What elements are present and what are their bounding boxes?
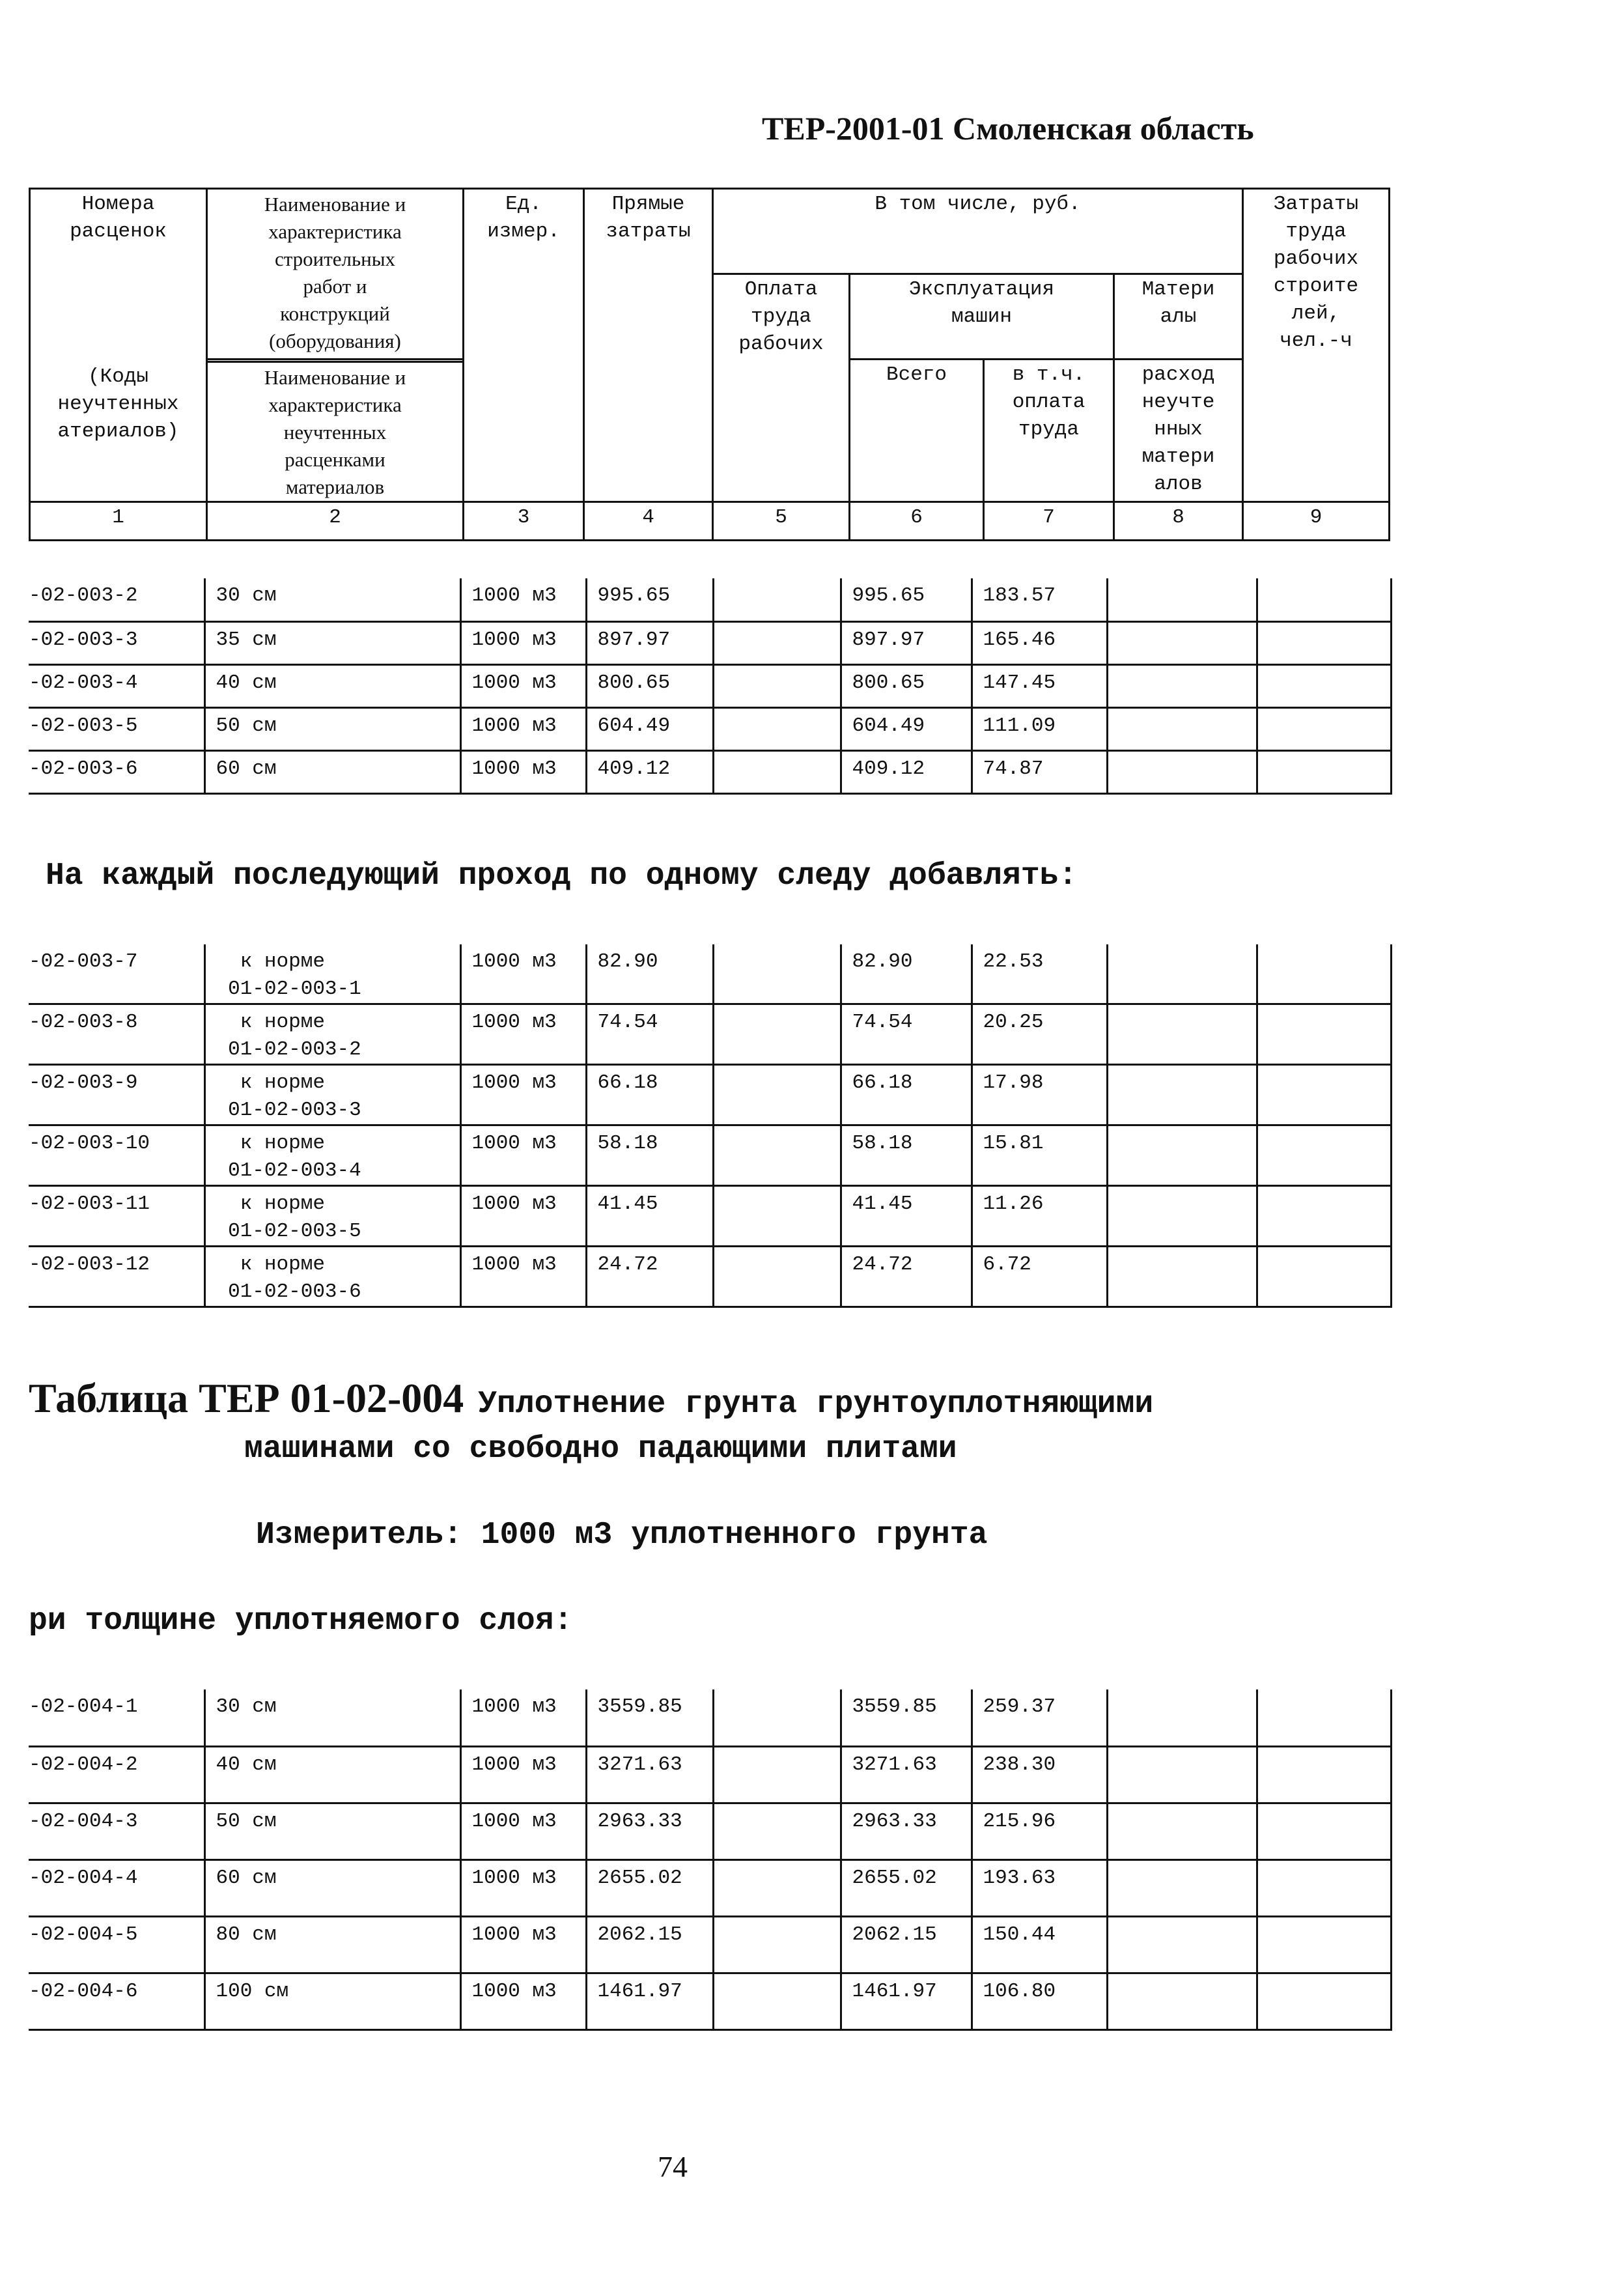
col-num-7: 7 xyxy=(984,502,1114,541)
work-name-cell: 50 см xyxy=(204,1803,460,1859)
unit-cell: 1000 м3 xyxy=(460,1916,586,1973)
table-title-line2: машинами со свободно падающими плитами xyxy=(244,1432,957,1467)
direct-cost-cell: 2963.33 xyxy=(586,1803,713,1859)
machine-wages-cell: 111.09 xyxy=(972,707,1107,750)
work-name-cell: к норме 01-02-003-6 xyxy=(204,1247,460,1307)
header-rate-blank xyxy=(30,274,207,360)
wages-cell xyxy=(713,1859,841,1916)
header-direct-costs: Прямые затраты xyxy=(584,189,713,502)
table-row xyxy=(29,1186,1391,1247)
machines-cell: 3271.63 xyxy=(841,1746,972,1803)
materials-cell xyxy=(1107,578,1257,621)
wages-cell xyxy=(713,944,841,1004)
materials-cell xyxy=(1107,1803,1257,1859)
direct-cost-cell: 2655.02 xyxy=(586,1859,713,1916)
machine-wages-cell: 11.26 xyxy=(972,1186,1107,1247)
materials-cell xyxy=(1107,1065,1257,1125)
wages-cell xyxy=(713,621,841,664)
wages-cell xyxy=(713,1746,841,1803)
table-row xyxy=(29,578,1391,621)
direct-cost-cell: 58.18 xyxy=(586,1125,713,1186)
subheading-additional-pass: На каждый последующий проход по одному следу добавлять: xyxy=(46,858,1078,894)
rate-code-cell: -02-003-7 xyxy=(29,944,204,1004)
header-material-name: Наименование и характеристика неучтенных расценками материалов xyxy=(207,362,464,502)
machines-cell: 2963.33 xyxy=(841,1803,972,1859)
machines-cell: 24.72 xyxy=(841,1247,972,1307)
rate-code-cell: -02-003-11 xyxy=(29,1186,204,1247)
header-labor-hours: Затраты труда рабочих строите лей, чел.-ч xyxy=(1243,189,1390,502)
direct-cost-cell: 66.18 xyxy=(586,1065,713,1125)
unit-cell: 1000 м3 xyxy=(460,1973,586,2029)
col-num-8: 8 xyxy=(1114,502,1243,541)
unit-cell: 1000 м3 xyxy=(460,1186,586,1247)
machine-wages-cell: 20.25 xyxy=(972,1004,1107,1065)
header-material-codes: (Коды неучтенных атериалов) xyxy=(30,362,207,502)
wages-cell xyxy=(713,664,841,707)
machine-wages-cell: 150.44 xyxy=(972,1916,1107,1973)
materials-cell xyxy=(1107,1247,1257,1307)
labor-hours-cell xyxy=(1257,1973,1391,2029)
labor-hours-cell xyxy=(1257,578,1391,621)
machine-wages-cell: 183.57 xyxy=(972,578,1107,621)
wages-cell xyxy=(713,1689,841,1746)
materials-cell xyxy=(1107,1746,1257,1803)
unit-cell: 1000 м3 xyxy=(460,707,586,750)
table-row xyxy=(29,1125,1391,1186)
machine-wages-cell: 17.98 xyxy=(972,1065,1107,1125)
machines-cell: 74.54 xyxy=(841,1004,972,1065)
rate-code-cell: -02-004-6 xyxy=(29,1973,204,2029)
work-name-cell: 40 см xyxy=(204,664,460,707)
header-including: В том числе, руб. xyxy=(713,189,1243,274)
work-name-cell: 60 см xyxy=(204,1859,460,1916)
unit-cell: 1000 м3 xyxy=(460,944,586,1004)
labor-hours-cell xyxy=(1257,707,1391,750)
materials-cell xyxy=(1107,664,1257,707)
measure-unit: Измеритель: 1000 м3 уплотненного грунта xyxy=(256,1518,988,1553)
labor-hours-cell xyxy=(1257,1125,1391,1186)
labor-hours-cell xyxy=(1257,664,1391,707)
table-row xyxy=(29,1803,1391,1859)
machine-wages-cell: 6.72 xyxy=(972,1247,1107,1307)
layer-thickness-caption: ри толщине уплотняемого слоя: xyxy=(29,1604,573,1639)
unit-cell: 1000 м3 xyxy=(460,1247,586,1307)
machine-wages-cell: 106.80 xyxy=(972,1973,1107,2029)
work-name-cell: 40 см xyxy=(204,1746,460,1803)
machines-cell: 66.18 xyxy=(841,1065,972,1125)
machine-wages-cell: 15.81 xyxy=(972,1125,1107,1186)
rate-code-cell: -02-003-6 xyxy=(29,750,204,793)
direct-cost-cell: 2062.15 xyxy=(586,1916,713,1973)
unit-cell: 1000 м3 xyxy=(460,578,586,621)
wages-cell xyxy=(713,1803,841,1859)
materials-cell xyxy=(1107,1186,1257,1247)
header-unit: Ед. измер. xyxy=(464,189,584,502)
header-column-numbers xyxy=(30,502,1390,541)
labor-hours-cell xyxy=(1257,750,1391,793)
direct-cost-cell: 3559.85 xyxy=(586,1689,713,1746)
table-row xyxy=(29,750,1391,793)
machines-cell: 604.49 xyxy=(841,707,972,750)
labor-hours-cell xyxy=(1257,1916,1391,1973)
wages-cell xyxy=(713,1186,841,1247)
direct-cost-cell: 800.65 xyxy=(586,664,713,707)
direct-cost-cell: 409.12 xyxy=(586,750,713,793)
table-row xyxy=(29,664,1391,707)
unit-cell: 1000 м3 xyxy=(460,1689,586,1746)
work-name-cell: 100 см xyxy=(204,1973,460,2029)
labor-hours-cell xyxy=(1257,621,1391,664)
header-machines: Эксплуатация машин xyxy=(850,274,1114,360)
column-header-table xyxy=(29,188,1390,541)
work-name-cell: 80 см xyxy=(204,1916,460,1973)
table-row xyxy=(29,1746,1391,1803)
rate-code-cell: -02-003-5 xyxy=(29,707,204,750)
rate-code-cell: -02-003-4 xyxy=(29,664,204,707)
rate-code-cell: -02-003-10 xyxy=(29,1125,204,1186)
header-machine-wages: в т.ч. оплата труда xyxy=(984,360,1114,502)
labor-hours-cell xyxy=(1257,1186,1391,1247)
rates-table-01-02-003-b xyxy=(29,944,1392,1308)
unit-cell: 1000 м3 xyxy=(460,664,586,707)
table-row xyxy=(29,621,1391,664)
col-num-9: 9 xyxy=(1243,502,1390,541)
work-name-cell: 50 см xyxy=(204,707,460,750)
section-title xyxy=(29,1374,1153,1422)
work-name-cell: 60 см xyxy=(204,750,460,793)
direct-cost-cell: 82.90 xyxy=(586,944,713,1004)
work-name-cell: к норме 01-02-003-5 xyxy=(204,1186,460,1247)
unit-cell: 1000 м3 xyxy=(460,621,586,664)
direct-cost-cell: 1461.97 xyxy=(586,1973,713,2029)
col-num-6: 6 xyxy=(850,502,984,541)
materials-cell xyxy=(1107,707,1257,750)
wages-cell xyxy=(713,1247,841,1307)
col-num-4: 4 xyxy=(584,502,713,541)
machines-cell: 58.18 xyxy=(841,1125,972,1186)
rate-code-cell: -02-003-12 xyxy=(29,1247,204,1307)
wages-cell xyxy=(713,578,841,621)
direct-cost-cell: 74.54 xyxy=(586,1004,713,1065)
machines-cell: 1461.97 xyxy=(841,1973,972,2029)
machines-cell: 995.65 xyxy=(841,578,972,621)
header-rate-numbers: Номера расценок xyxy=(30,189,207,274)
machine-wages-cell: 259.37 xyxy=(972,1689,1107,1746)
machines-cell: 3559.85 xyxy=(841,1689,972,1746)
rate-code-cell: -02-003-3 xyxy=(29,621,204,664)
unit-cell: 1000 м3 xyxy=(460,1004,586,1065)
materials-cell xyxy=(1107,750,1257,793)
wages-cell xyxy=(713,1004,841,1065)
materials-cell xyxy=(1107,1859,1257,1916)
materials-cell xyxy=(1107,621,1257,664)
machine-wages-cell: 165.46 xyxy=(972,621,1107,664)
header-materials: Матери алы xyxy=(1114,274,1243,360)
table-label: Таблица ТЕР 01-02-004 xyxy=(29,1375,464,1421)
unit-cell: 1000 м3 xyxy=(460,1065,586,1125)
labor-hours-cell xyxy=(1257,1746,1391,1803)
work-name-cell: к норме 01-02-003-1 xyxy=(204,944,460,1004)
unit-cell: 1000 м3 xyxy=(460,1859,586,1916)
col-num-2: 2 xyxy=(207,502,464,541)
labor-hours-cell xyxy=(1257,1065,1391,1125)
machine-wages-cell: 238.30 xyxy=(972,1746,1107,1803)
col-num-5: 5 xyxy=(713,502,850,541)
labor-hours-cell xyxy=(1257,1004,1391,1065)
machines-cell: 2062.15 xyxy=(841,1916,972,1973)
table-row xyxy=(29,1004,1391,1065)
materials-cell xyxy=(1107,1916,1257,1973)
rate-code-cell: -02-004-4 xyxy=(29,1859,204,1916)
direct-cost-cell: 24.72 xyxy=(586,1247,713,1307)
page-number: 74 xyxy=(658,2150,688,2183)
table-row xyxy=(29,1973,1391,2029)
header-wages: Оплата труда рабочих xyxy=(713,274,850,502)
direct-cost-cell: 3271.63 xyxy=(586,1746,713,1803)
machine-wages-cell: 215.96 xyxy=(972,1803,1107,1859)
rates-table-01-02-003-a xyxy=(29,578,1392,795)
machines-cell: 82.90 xyxy=(841,944,972,1004)
work-name-cell: к норме 01-02-003-2 xyxy=(204,1004,460,1065)
machine-wages-cell: 193.63 xyxy=(972,1859,1107,1916)
table-row xyxy=(29,707,1391,750)
materials-cell xyxy=(1107,1004,1257,1065)
materials-cell xyxy=(1107,1125,1257,1186)
table-row xyxy=(29,1859,1391,1916)
work-name-cell: 35 см xyxy=(204,621,460,664)
materials-cell xyxy=(1107,944,1257,1004)
labor-hours-cell xyxy=(1257,1247,1391,1307)
table-row xyxy=(29,944,1391,1004)
table-row xyxy=(29,1916,1391,1973)
work-name-cell: 30 см xyxy=(204,1689,460,1746)
wages-cell xyxy=(713,1125,841,1186)
table-title-line1: Уплотнение грунта грунтоуплотняющими xyxy=(478,1387,1154,1422)
table-row xyxy=(29,1247,1391,1307)
labor-hours-cell xyxy=(1257,944,1391,1004)
materials-cell xyxy=(1107,1973,1257,2029)
direct-cost-cell: 41.45 xyxy=(586,1186,713,1247)
machines-cell: 409.12 xyxy=(841,750,972,793)
rate-code-cell: -02-003-8 xyxy=(29,1004,204,1065)
wages-cell xyxy=(713,750,841,793)
wages-cell xyxy=(713,1973,841,2029)
work-name-cell: 30 см xyxy=(204,578,460,621)
labor-hours-cell xyxy=(1257,1803,1391,1859)
work-name-cell: к норме 01-02-003-4 xyxy=(204,1125,460,1186)
machines-cell: 897.97 xyxy=(841,621,972,664)
rate-code-cell: -02-004-5 xyxy=(29,1916,204,1973)
header-machine-total: Всего xyxy=(850,360,984,502)
materials-cell xyxy=(1107,1689,1257,1746)
table-row xyxy=(29,1065,1391,1125)
unit-cell: 1000 м3 xyxy=(460,1803,586,1859)
running-header: ТЕР-2001-01 Смоленская область xyxy=(762,110,1254,147)
unit-cell: 1000 м3 xyxy=(460,1125,586,1186)
unit-cell: 1000 м3 xyxy=(460,750,586,793)
direct-cost-cell: 897.97 xyxy=(586,621,713,664)
header-work-name: Наименование и характеристика строительных работ и конструкций (оборудования) xyxy=(207,189,464,360)
machines-cell: 41.45 xyxy=(841,1186,972,1247)
work-name-cell: к норме 01-02-003-3 xyxy=(204,1065,460,1125)
direct-cost-cell: 604.49 xyxy=(586,707,713,750)
rate-code-cell: -02-004-2 xyxy=(29,1746,204,1803)
machines-cell: 2655.02 xyxy=(841,1859,972,1916)
wages-cell xyxy=(713,1916,841,1973)
col-num-1: 1 xyxy=(30,502,207,541)
table-row xyxy=(29,1689,1391,1746)
wages-cell xyxy=(713,707,841,750)
rate-code-cell: -02-003-2 xyxy=(29,578,204,621)
rate-code-cell: -02-004-3 xyxy=(29,1803,204,1859)
rates-table-01-02-004 xyxy=(29,1689,1392,2031)
machine-wages-cell: 147.45 xyxy=(972,664,1107,707)
labor-hours-cell xyxy=(1257,1859,1391,1916)
header-material-consumption: расход неучте нных матери алов xyxy=(1114,360,1243,502)
machines-cell: 800.65 xyxy=(841,664,972,707)
rate-code-cell: -02-003-9 xyxy=(29,1065,204,1125)
machine-wages-cell: 22.53 xyxy=(972,944,1107,1004)
wages-cell xyxy=(713,1065,841,1125)
machine-wages-cell: 74.87 xyxy=(972,750,1107,793)
col-num-3: 3 xyxy=(464,502,584,541)
rate-code-cell: -02-004-1 xyxy=(29,1689,204,1746)
labor-hours-cell xyxy=(1257,1689,1391,1746)
unit-cell: 1000 м3 xyxy=(460,1746,586,1803)
direct-cost-cell: 995.65 xyxy=(586,578,713,621)
